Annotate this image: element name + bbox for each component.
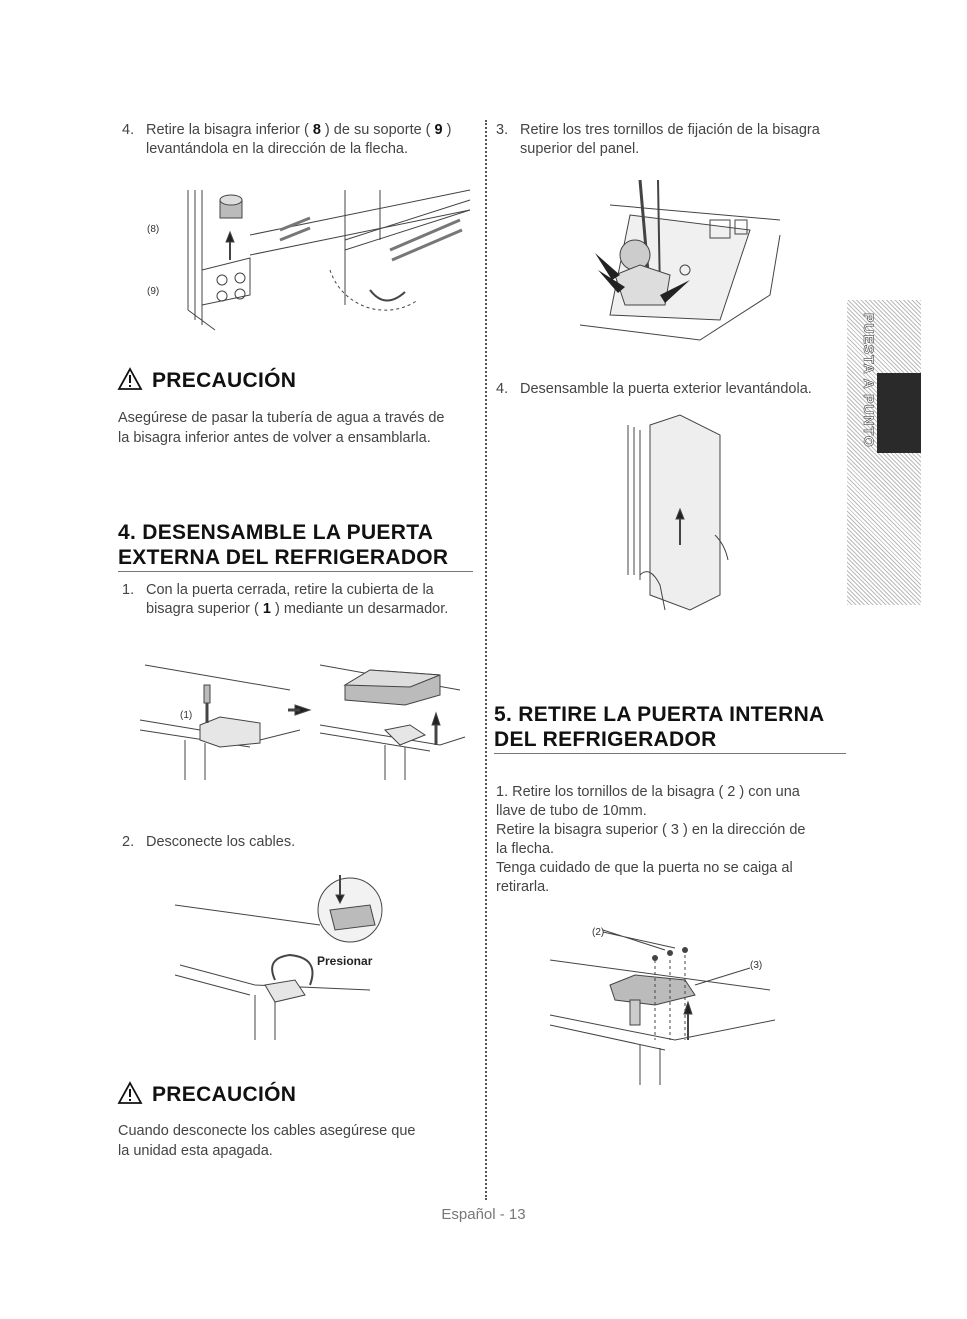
- step-text: bisagra superior (: [146, 601, 263, 617]
- warning-icon: [118, 368, 142, 390]
- label-9: (9): [147, 286, 160, 297]
- step-1-remove-cover: [122, 581, 477, 619]
- label-3: (3): [750, 960, 763, 971]
- section-title-line: 5. RETIRE LA PUERTA INTERNA: [494, 703, 825, 726]
- section-title-line: DEL REFRIGERADOR: [494, 728, 717, 751]
- step-3-remove-screws: [496, 121, 846, 159]
- step-text: Desconecte los cables.: [146, 834, 296, 850]
- section-4-title: [118, 520, 473, 570]
- section-5-title: [494, 702, 849, 752]
- caution-text: la unidad esta apagada.: [118, 1143, 273, 1159]
- step-number: 1.: [122, 582, 135, 598]
- caution-title-text: PRECAUCIÓN: [152, 1083, 297, 1106]
- warning-icon: [118, 1082, 142, 1104]
- caution-text: la bisagra inferior antes de volver a ensamblarla.: [118, 430, 431, 446]
- step-text: retirarla.: [496, 879, 550, 895]
- step-text: Con la puerta cerrada, retire la cubierta de la: [146, 582, 434, 598]
- step-number: 4.: [496, 381, 509, 397]
- step-number: 3.: [496, 122, 509, 138]
- caution-1-title: [118, 368, 296, 393]
- upper-hinge-screws-illustration: [570, 175, 785, 350]
- hinge-cover-illustration: [140, 655, 470, 780]
- label-2: (2): [592, 927, 605, 938]
- step-text: Tenga cuidado de que la puerta no se caiga al: [496, 860, 793, 876]
- part-number: 1: [262, 601, 271, 617]
- step-4-remove-lower-hinge: [122, 121, 472, 159]
- label-8: (8): [147, 224, 160, 235]
- section-title-line: EXTERNA DEL REFRIGERADOR: [118, 546, 449, 569]
- step-number: 4.: [122, 122, 135, 138]
- cable-connector-illustration: [170, 870, 410, 1040]
- step-text: 1. Retire los tornillos de la bisagra ( 2 ) con una: [496, 784, 800, 800]
- caution-2-body: [118, 1121, 478, 1161]
- step-text: Retire la bisagra superior ( 3 ) en la dirección de: [496, 822, 806, 838]
- press-label: Presionar: [317, 954, 373, 968]
- page-footer: Español - 13: [441, 1206, 526, 1223]
- step-text: llave de tubo de 10mm.: [496, 803, 647, 819]
- caution-1-body: [118, 408, 478, 448]
- part-number: 9: [434, 122, 443, 138]
- lower-hinge-illustration: [140, 180, 480, 345]
- side-tab-active-marker: [877, 373, 921, 453]
- step-text: ) mediante un desarmador.: [270, 601, 449, 617]
- step-text: Retire la bisagra inferior (: [146, 122, 313, 138]
- step-text: Retire los tres tornillos de fijación de la bisagra: [520, 122, 820, 138]
- step-1-remove-inner-hinge: [496, 783, 846, 897]
- column-divider: [485, 120, 487, 1200]
- step-text: ): [442, 122, 452, 138]
- caution-title-text: PRECAUCIÓN: [152, 369, 297, 392]
- step-text: ) de su soporte (: [320, 122, 435, 138]
- section-5-underline: [494, 753, 846, 754]
- inner-hinge-illustration: [545, 920, 780, 1085]
- step-number: 2.: [122, 834, 135, 850]
- step-text: superior del panel.: [520, 141, 640, 157]
- outer-door-lift-illustration: [620, 415, 740, 615]
- step-text: levantándola en la dirección de la flecha.: [146, 141, 408, 157]
- step-text: la flecha.: [496, 841, 555, 857]
- step-4-remove-outer-door: [496, 380, 846, 399]
- label-1: (1): [180, 710, 193, 721]
- caution-2-title: [118, 1082, 296, 1107]
- step-text: Desensamble la puerta exterior levantándola.: [520, 381, 812, 397]
- caution-text: Cuando desconecte los cables asegúrese que: [118, 1123, 416, 1139]
- side-tab-label: PUESTA A PUNTO: [861, 312, 877, 448]
- part-number: 8: [312, 122, 321, 138]
- section-title-line: 4. DESENSAMBLE LA PUERTA: [118, 521, 434, 544]
- step-2-disconnect-cables: [122, 833, 477, 852]
- section-4-underline: [118, 571, 473, 572]
- caution-text: Asegúrese de pasar la tubería de agua a través de: [118, 410, 445, 426]
